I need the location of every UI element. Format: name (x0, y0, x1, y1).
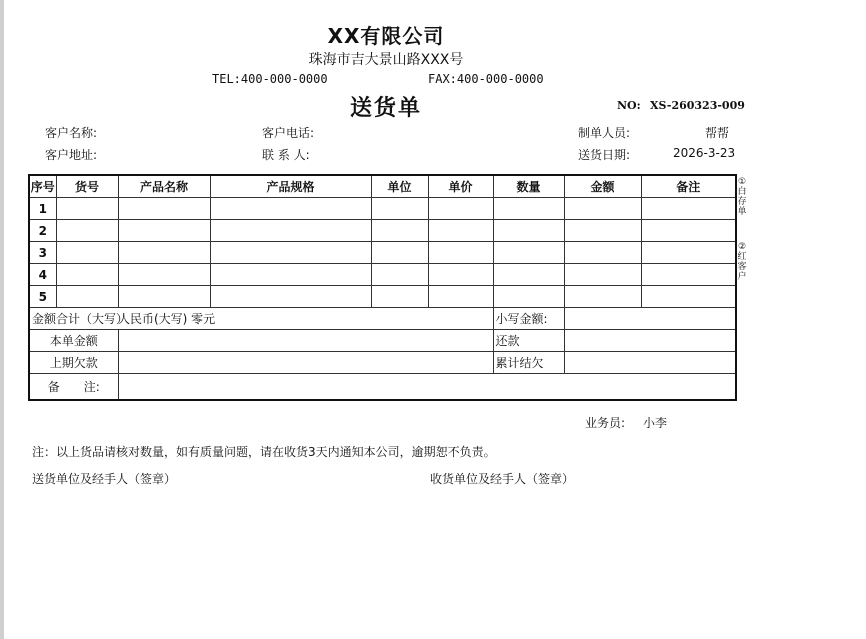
cell-quantity[interactable] (493, 198, 564, 220)
company-address: 珠海市吉大景山路XXX号 (308, 52, 464, 68)
header-remark: 备注 (641, 175, 736, 198)
accumulated-label: 累计结欠 (493, 352, 564, 374)
total-row (29, 308, 736, 330)
table-row (29, 286, 736, 308)
maker-label: 制单人员: (578, 126, 631, 140)
header-product-name: 产品名称 (118, 175, 210, 198)
table-row (29, 198, 736, 220)
header-product-spec: 产品规格 (210, 175, 371, 198)
cell-quantity[interactable] (493, 242, 564, 264)
cell-unit[interactable] (371, 198, 428, 220)
header-unit-price: 单价 (428, 175, 493, 198)
current-amount-value[interactable] (118, 330, 493, 352)
contact-label: 联 系 人: (262, 148, 310, 162)
previous-debt-row (29, 352, 736, 374)
cell-unit-price[interactable] (428, 286, 493, 308)
cell-remark[interactable] (641, 242, 736, 264)
cell-amount[interactable] (564, 264, 641, 286)
cell-item-no[interactable] (56, 286, 118, 308)
customer-name-label: 客户名称: (45, 126, 98, 140)
header-amount: 金额 (564, 175, 641, 198)
remark-value[interactable] (118, 374, 736, 401)
cell-unit[interactable] (371, 242, 428, 264)
table-header-row (29, 175, 736, 198)
company-fax: FAX:400-000-0000 (428, 72, 544, 86)
cell-item-no[interactable] (56, 264, 118, 286)
cell-item-no[interactable] (56, 220, 118, 242)
cell-product-name[interactable] (118, 242, 210, 264)
cell-amount[interactable] (564, 198, 641, 220)
row-number: 5 (29, 286, 56, 308)
company-name: XX有限公司 (327, 24, 445, 48)
maker-value: 帮帮 (705, 126, 730, 140)
company-tel: TEL:400-000-0000 (212, 72, 328, 86)
cell-item-no[interactable] (56, 198, 118, 220)
cell-product-spec[interactable] (210, 242, 371, 264)
copy-red-note: ②红客户 (737, 242, 747, 282)
customer-phone-label: 客户电话: (262, 126, 315, 140)
row-number: 4 (29, 264, 56, 286)
cell-quantity[interactable] (493, 220, 564, 242)
cell-remark[interactable] (641, 220, 736, 242)
delivery-date-label: 送货日期: (578, 148, 631, 162)
previous-debt-label: 上期欠款 (29, 352, 118, 374)
notice-text: 注：以上货品请核对数量，如有质量问题，请在收货3天内通知本公司，逾期恕不负责。 (32, 445, 496, 459)
cell-unit[interactable] (371, 264, 428, 286)
document-no-value: XS-260323-009 (650, 99, 745, 112)
cell-unit-price[interactable] (428, 220, 493, 242)
cell-product-spec[interactable] (210, 220, 371, 242)
cell-remark[interactable] (641, 198, 736, 220)
receiver-signature-label: 收货单位及经手人（签章） (430, 472, 575, 486)
cell-product-spec[interactable] (210, 198, 371, 220)
header-seq: 序号 (29, 175, 56, 198)
current-amount-label: 本单金额 (29, 330, 118, 352)
cell-unit[interactable] (371, 286, 428, 308)
accumulated-value[interactable] (564, 352, 736, 374)
delivery-date-value: 2026-3-23 (673, 146, 736, 160)
cell-remark[interactable] (641, 286, 736, 308)
remark-label: 备 注: (29, 374, 118, 401)
repayment-value[interactable] (564, 330, 736, 352)
cell-unit-price[interactable] (428, 264, 493, 286)
header-quantity: 数量 (493, 175, 564, 198)
row-number: 1 (29, 198, 56, 220)
copy-white-note: ①白存单 (737, 177, 747, 217)
row-number: 3 (29, 242, 56, 264)
customer-address-label: 客户地址: (45, 148, 98, 162)
cell-quantity[interactable] (493, 264, 564, 286)
remark-row (29, 374, 736, 401)
small-amount-value[interactable] (564, 308, 736, 330)
cell-item-no[interactable] (56, 242, 118, 264)
previous-debt-value[interactable] (118, 352, 493, 374)
header-item-no: 货号 (56, 175, 118, 198)
cell-amount[interactable] (564, 220, 641, 242)
header-unit: 单位 (371, 175, 428, 198)
table-row (29, 264, 736, 286)
document-title: 送货单 (349, 96, 422, 121)
cell-amount[interactable] (564, 242, 641, 264)
table-row (29, 220, 736, 242)
salesperson-value: 小李 (643, 416, 668, 430)
delivery-table (28, 174, 737, 401)
salesperson-label: 业务员: (585, 416, 626, 430)
cell-unit-price[interactable] (428, 242, 493, 264)
table-row (29, 242, 736, 264)
cell-product-name[interactable] (118, 264, 210, 286)
cell-quantity[interactable] (493, 286, 564, 308)
cell-product-name[interactable] (118, 286, 210, 308)
cell-remark[interactable] (641, 264, 736, 286)
current-amount-row (29, 330, 736, 352)
sender-signature-label: 送货单位及经手人（签章） (32, 472, 177, 486)
cell-product-name[interactable] (118, 220, 210, 242)
total-value: 人民币(大写) 零元 (118, 312, 216, 326)
repayment-label: 还款 (493, 330, 564, 352)
cell-product-spec[interactable] (210, 286, 371, 308)
cell-amount[interactable] (564, 286, 641, 308)
document-no-label: NO: (617, 99, 641, 112)
cell-unit[interactable] (371, 220, 428, 242)
total-label: 金额合计（大写） (32, 312, 129, 326)
cell-unit-price[interactable] (428, 198, 493, 220)
row-number: 2 (29, 220, 56, 242)
small-amount-label: 小写金额: (493, 308, 564, 330)
cell-product-spec[interactable] (210, 264, 371, 286)
total-cell (29, 308, 493, 330)
cell-product-name[interactable] (118, 198, 210, 220)
